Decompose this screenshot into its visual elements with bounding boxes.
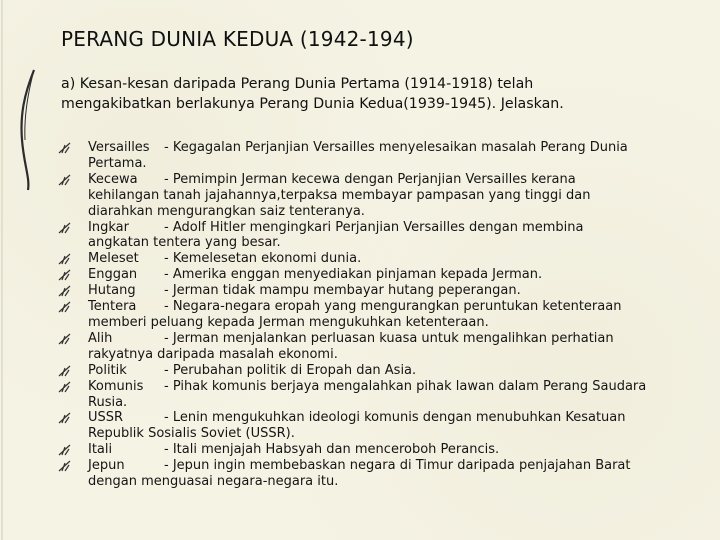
item-text: - Pihak komunis berjaya mengalahkan pihak lawan dalam Perang Saudara	[164, 378, 647, 394]
item-term: Enggan	[88, 267, 138, 283]
wing-bullet-icon	[58, 268, 72, 282]
item-text: rakyatnya daripada masalah ekonomi.	[88, 346, 338, 362]
item-term: Versailles	[88, 140, 150, 155]
wing-bullet-icon	[58, 459, 72, 473]
item-text: angkatan tentera yang besar.	[88, 235, 281, 251]
question-line: mengakibatkan berlakunya Perang Dunia Kedua(1939-1945). Jelaskan.	[61, 96, 564, 112]
item-text: kehilangan tanah jajahannya,terpaksa membayar pampasan yang tinggi dan	[88, 187, 591, 203]
list-item	[58, 172, 658, 220]
wing-bullet-icon	[58, 141, 72, 155]
list-item	[58, 458, 658, 490]
answer-list	[58, 140, 658, 490]
list-item	[58, 140, 658, 172]
item-term: Komunis	[88, 378, 144, 394]
list-item	[58, 299, 658, 331]
item-text: - Perubahan politik di Eropah dan Asia.	[164, 362, 417, 378]
page-title: PERANG DUNIA KEDUA (1942-194)	[61, 27, 414, 51]
list-item	[58, 442, 658, 458]
item-text: Pertama.	[88, 155, 147, 171]
item-text: - Amerika enggan menyediakan pinjaman kepada Jerman.	[164, 267, 543, 283]
question-line: a) Kesan-kesan daripada Perang Dunia Pertama (1914-1918) telah	[61, 76, 534, 92]
list-item	[58, 251, 658, 267]
item-term: Kecewa	[88, 171, 138, 187]
item-term: Jepun	[88, 458, 125, 474]
wing-bullet-icon	[58, 411, 72, 425]
item-term: USSR	[88, 410, 124, 426]
list-item	[58, 331, 658, 363]
item-text: - Pemimpin Jerman kecewa dengan Perjanjian Versailles kerana	[164, 171, 576, 187]
item-text: Republik Sosialis Soviet (USSR).	[88, 426, 295, 442]
list-item	[58, 220, 658, 252]
wing-bullet-icon	[58, 284, 72, 298]
item-text: - Itali menjajah Habsyah dan menceroboh Perancis.	[164, 442, 500, 458]
item-text: dengan menguasai negara-negara itu.	[88, 474, 339, 490]
item-text: - Jerman tidak mampu membayar hutang peperangan.	[164, 283, 521, 299]
item-text: memberi peluang kepada Jerman mengukuhkan ketenteraan.	[88, 314, 489, 330]
item-text: diarahkan mengurangkan saiz tenteranya.	[88, 203, 365, 219]
item-term: Politik	[88, 362, 127, 378]
item-term: Ingkar	[88, 219, 129, 235]
decorative-left-border	[0, 0, 54, 540]
item-text: - Jepun ingin membebaskan negara di Timur daripada penjajahan Barat	[164, 458, 631, 474]
list-item	[58, 379, 658, 411]
wing-bullet-icon	[58, 300, 72, 314]
list-item	[58, 363, 658, 379]
wing-bullet-icon	[58, 332, 72, 346]
list-item	[58, 267, 658, 283]
list-item	[58, 283, 658, 299]
question-text	[61, 74, 681, 114]
item-term: Tentera	[88, 299, 137, 315]
item-text: - Kegagalan Perjanjian Versailles menyelesaikan masalah Perang Dunia	[164, 140, 628, 155]
item-text: - Kemelesetan ekonomi dunia.	[164, 251, 362, 267]
wing-bullet-icon	[58, 380, 72, 394]
item-term: Alih	[88, 330, 113, 346]
item-text: - Negara-negara eropah yang mengurangkan peruntukan ketenteraan	[164, 299, 622, 315]
list-item	[58, 410, 658, 442]
wing-bullet-icon	[58, 173, 72, 187]
item-term: Itali	[88, 442, 113, 458]
wing-bullet-icon	[58, 364, 72, 378]
wing-bullet-icon	[58, 221, 72, 235]
item-term: Meleset	[88, 251, 139, 267]
item-text: - Lenin mengukuhkan ideologi komunis dengan menubuhkan Kesatuan	[164, 410, 626, 426]
item-text: - Jerman menjalankan perluasan kuasa untuk mengalihkan perhatian	[164, 330, 614, 346]
wing-bullet-icon	[58, 252, 72, 266]
item-term: Hutang	[88, 283, 136, 299]
item-text: - Adolf Hitler mengingkari Perjanjian Versailles dengan membina	[164, 219, 584, 235]
item-text: Rusia.	[88, 394, 128, 410]
wing-bullet-icon	[58, 443, 72, 457]
